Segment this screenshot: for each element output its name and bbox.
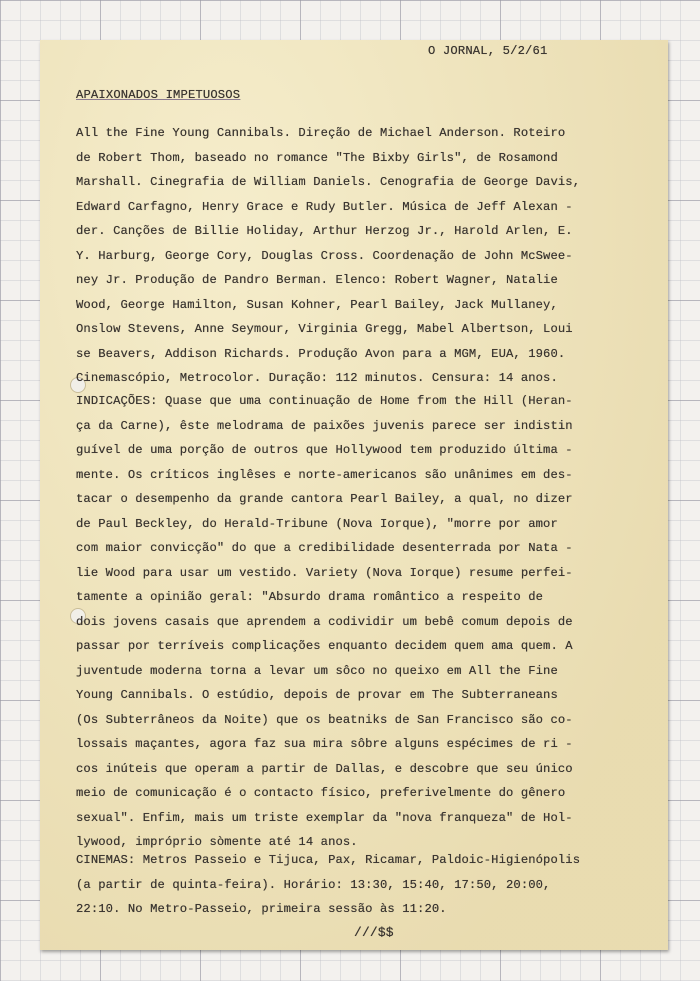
body-line: Cinemascópio, Metrocolor. Duração: 112 minutos. Censura: 14 anos. — [76, 371, 558, 385]
body-line: INDICAÇÕES: Quase que uma continuação de Home from the Hill (Heran- — [76, 394, 573, 408]
body-line: passar por terríveis complicações enquanto decidem quem ama quem. A — [76, 639, 573, 653]
body-line: (a partir de quinta-feira). Horário: 13:30, 15:40, 17:50, 20:00, — [76, 877, 551, 892]
body-line: All the Fine Young Cannibals. Direção de Michael Anderson. Roteiro — [76, 126, 566, 140]
body-line: der. Canções de Billie Holiday, Arthur Herzog Jr., Harold Arlen, E. — [76, 224, 573, 238]
body-line: CINEMAS: Metros Passeio e Tijuca, Pax, Ricamar, Paldoic-Higienópolis — [76, 853, 581, 867]
body-line: lossais maçantes, agora faz sua mira sôbre alguns espécimes de ri - — [76, 737, 573, 751]
body-line: tamente a opinião geral: "Absurdo drama romântico a respeito de — [76, 590, 544, 604]
body-line: de Robert Thom, baseado no romance "The Bixby Girls", de Rosamond — [76, 150, 558, 165]
body-line: se Beavers, Addison Richards. Produção Avon para a MGM, EUA, 1960. — [76, 346, 566, 361]
sign-off-mark: ///$$ — [354, 925, 394, 940]
body-line: lie Wood para usar um vestido. Variety (Nova Iorque) resume perfei- — [76, 565, 573, 580]
body-line: meio de comunicação é o contacto físico, preferivelmente do gênero — [76, 786, 566, 800]
document-title: APAIXONADOS IMPETUOSOS — [76, 88, 241, 102]
body-line: Young Cannibals. O estúdio, depois de provar em The Subterraneans — [76, 688, 558, 702]
body-line: de Paul Beckley, do Herald-Tribune (Nova Iorque), "morre por amor — [76, 516, 558, 531]
body-line: juventude moderna torna a levar um sôco no queixo em All the Fine — [76, 663, 558, 678]
body-line: (Os Subterrâneos da Noite) que os beatniks de San Francisco são co- — [76, 712, 573, 727]
body-line: 22:10. No Metro-Passeio, primeira sessão às 11:20. — [76, 902, 447, 916]
body-line: Y. Harburg, George Cory, Douglas Cross. Coordenação de John McSwee- — [76, 248, 573, 263]
body-line: com maior convicção" do que a credibilidade desenterrada por Nata - — [76, 541, 573, 555]
body-line: ça da Carne), êste melodrama de paixões juvenis parece ser indistin — [76, 418, 573, 433]
body-line: Wood, George Hamilton, Susan Kohner, Pearl Bailey, Jack Mullaney, — [76, 297, 558, 312]
body-line: Edward Carfagno, Henry Grace e Rudy Butler. Música de Jeff Alexan - — [76, 199, 573, 214]
body-line: dois jovens casais que aprendem a codividir um bebê comum depois de — [76, 614, 573, 629]
body-line: ney Jr. Produção de Pandro Berman. Elenco: Robert Wagner, Natalie — [76, 273, 558, 287]
body-line: mente. Os críticos inglêses e norte-americanos são unânimes em des- — [76, 467, 573, 482]
body-line: Marshall. Cinegrafia de William Daniels. Cenografia de George Davis, — [76, 175, 581, 189]
document-date: O JORNAL, 5/2/61 — [428, 44, 548, 58]
body-line: sexual". Enfim, mais um triste exemplar da "nova franqueza" de Hol- — [76, 810, 573, 825]
body-line: guível de uma porção de outros que Hollywood tem produzido última - — [76, 443, 573, 457]
body-line: lywood, impróprio sòmente até 14 anos. — [76, 835, 358, 849]
body-line: tacar o desempenho da grande cantora Pearl Bailey, a qual, no dizer — [76, 492, 573, 506]
body-line: Onslow Stevens, Anne Seymour, Virginia Gregg, Mabel Albertson, Loui — [76, 322, 573, 336]
body-line: cos inúteis que operam a partir de Dallas, e descobre que seu único — [76, 761, 573, 776]
